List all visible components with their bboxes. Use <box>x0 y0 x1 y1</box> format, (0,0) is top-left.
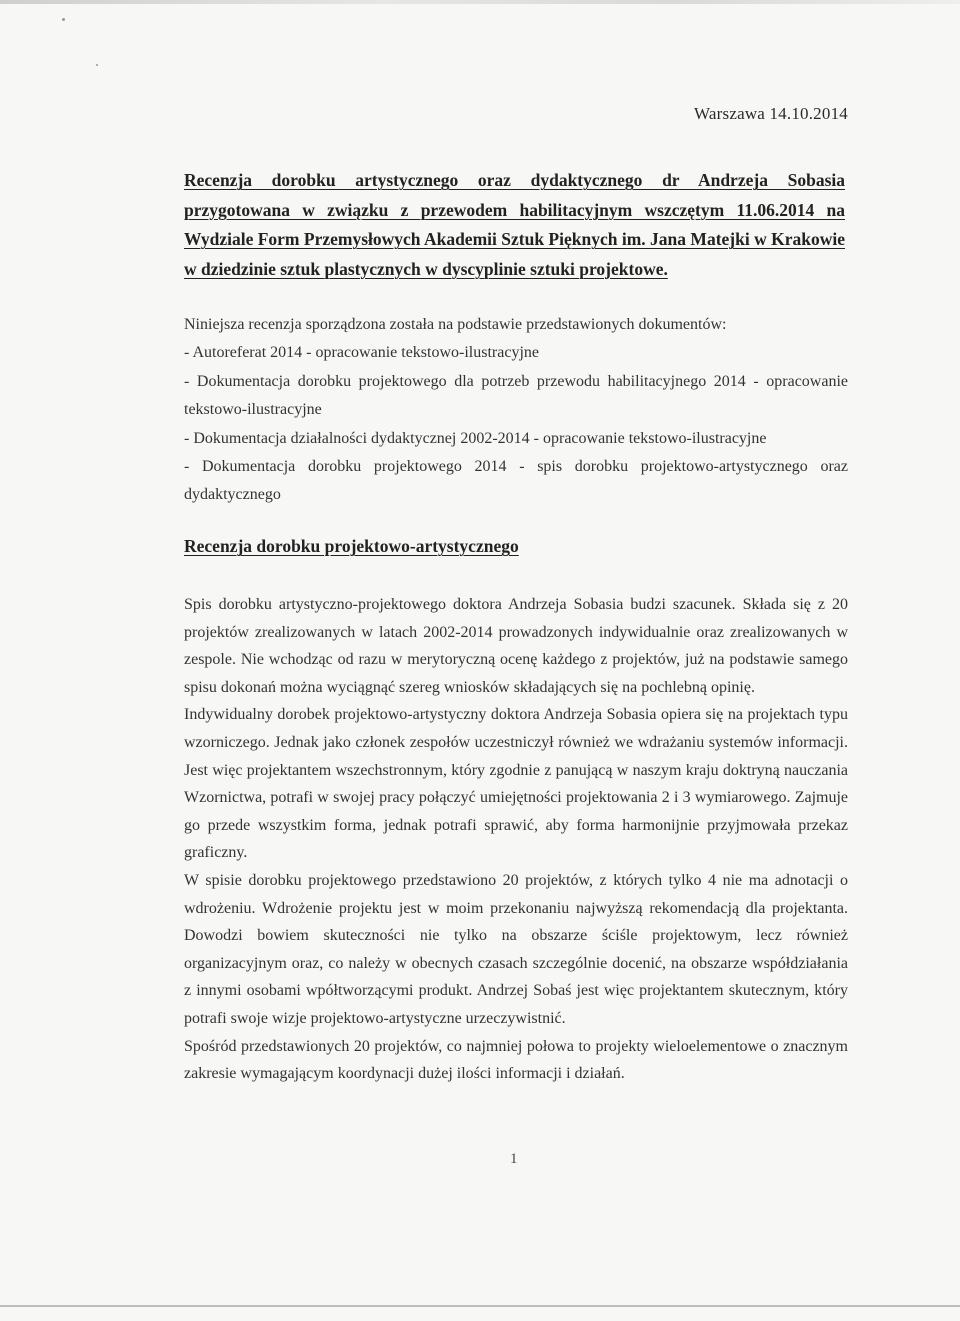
intro-section <box>184 311 848 510</box>
intro-list-item: - Dokumentacja działalności dydaktycznej 2002-2014 - opracowanie tekstowo-ilustracyjne <box>184 429 767 447</box>
intro-list-item: - Autoreferat 2014 - opracowanie tekstowo-ilustracyjne <box>184 344 539 362</box>
intro-list-item: - Dokumentacja dorobku projektowego dla potrzeb przewodu habilitacyjnego 2014 - opracowanie tekstowo-ilustracyjne <box>184 372 848 419</box>
page-number: 1 <box>510 1151 518 1167</box>
review-body <box>184 591 848 1088</box>
scan-edge-top <box>0 0 960 4</box>
section-heading: Recenzja dorobku projektowo-artystycznego <box>184 536 519 556</box>
intro-paragraph: Niniejsza recenzja sporządzona została na podstawie przedstawionych dokumentów: <box>184 316 727 333</box>
body-paragraph: Spośród przedstawionych 20 projektów, co najmniej połowa to projekty wieloelementowe o znacznym zakresie wymagającym koordynacji dużej ilości informacji i działań. <box>184 1037 848 1083</box>
intro-list-item: - Dokumentacja dorobku projektowego 2014 - spis dorobku projektowo-artystycznego oraz dydaktycznego <box>184 458 848 504</box>
scan-edge-bottom <box>0 1305 960 1307</box>
scan-speck <box>96 64 98 66</box>
body-paragraph: W spisie dorobku projektowego przedstawiono 20 projektów, z których tylko 4 nie ma adnotacji o wdrożeniu. Wdrożenie projektu jest w moim przekonaniu najwyższą rekomendacją dla projektanta. Dowodzi bowiem skuteczności nie tylko na obszarze ściśle projektowym, lecz również organizacyjnym oraz, co należy w obecnych czasach szczególnie docenić, na obszarze współdziałania z innymi osobami wpółtworzącymi produkt. Andrzej Sobaś jest więc projektantem skutecznym, który potrafi swoje wizje projektowo-artystyczne urzeczywistnić. <box>184 871 848 1027</box>
document-title: Recenzja dorobku artystycznego oraz dydaktycznego dr Andrzeja Sobasia przygotowana w związku z przewodem habilitacyjnym wszczętym 11.06.2014 na Wydziale Form Przemysłowych Akademii Sztuk Pięknych im. Jana Matejki w Krakowie w dziedzinie sztuk plastycznych w dyscyplinie sztuki projektowe. <box>184 170 845 279</box>
scan-speck <box>62 18 65 21</box>
body-paragraph: Spis dorobku artystyczno-projektowego doktora Andrzeja Sobasia budzi szacunek. Składa się z 20 projektów zrealizowanych w latach 2002-2014 prowadzonych indywidualnie oraz zrealizowanych w zespole. Nie wchodząc od razu w merytoryczną ocenę każdego z projektów, już na podstawie samego spisu dokonań można wyciągnąć szereg wniosków składających się na pochlebną opinię. <box>184 596 848 696</box>
document-date: Warszawa 14.10.2014 <box>694 104 848 123</box>
body-paragraph: Indywidualny dorobek projektowo-artystyczny doktora Andrzeja Sobasia opiera się na projektach typu wzorniczego. Jednak jako członek zespołów uczestniczył również we wdrażaniu systemów informacji. Jest więc projektantem wszechstronnym, który zgodnie z panującą w naszym kraju doktryną nauczania Wzornictwa, potrafi w swojej pracy połączyć umiejętności projektowania 2 i 3 wymiarowego. Zajmuje go przede wszystkim forma, jednak potrafi sprawić, aby forma harmonijnie przyjmowała przekaz graficzny. <box>184 706 848 862</box>
